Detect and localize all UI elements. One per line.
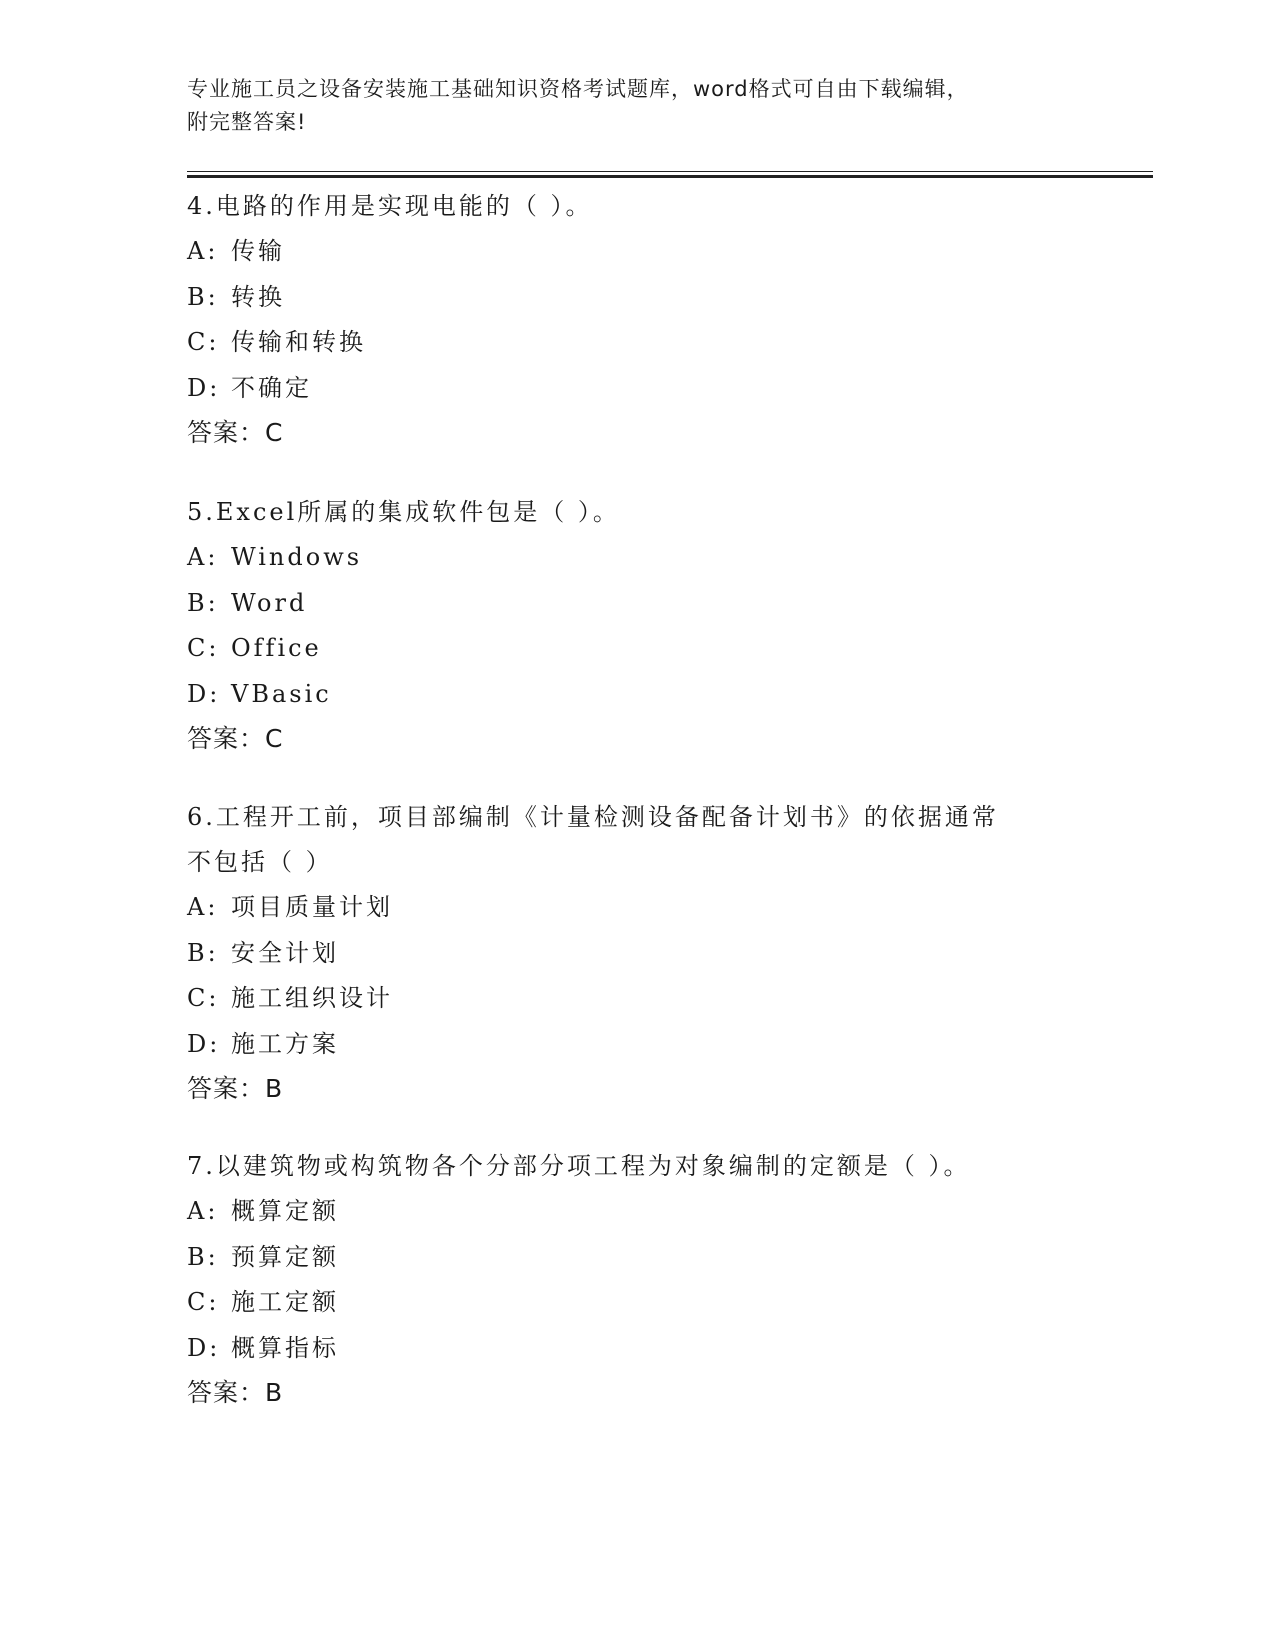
option-a — [187, 535, 1107, 581]
option-letter: B: — [187, 1242, 219, 1271]
option-b — [187, 931, 1107, 977]
option-c — [187, 320, 1107, 366]
question-stem: 6.工程开工前，项目部编制《计量检测设备配备计划书》的依据通常 — [187, 803, 999, 831]
header-divider-thick — [187, 175, 1153, 178]
answer: 答案：B — [187, 1074, 284, 1103]
answer: 答案：B — [187, 1378, 284, 1407]
option-letter: D: — [187, 373, 221, 402]
option-d — [187, 672, 1107, 718]
option-letter: D: — [187, 1029, 221, 1058]
question-7 — [187, 1144, 1107, 1415]
option-letter: C: — [187, 328, 220, 356]
option-letter: D: — [187, 679, 221, 708]
option-b — [187, 581, 1107, 627]
question-5 — [187, 490, 1107, 761]
option-letter: A: — [187, 543, 219, 571]
option-d — [187, 366, 1107, 412]
option-text: 项目质量计划 — [231, 893, 393, 921]
option-text: Word — [231, 588, 308, 617]
option-text: 预算定额 — [231, 1242, 339, 1271]
option-letter: A: — [187, 893, 219, 921]
option-text: Office — [231, 634, 322, 662]
option-letter: B: — [187, 588, 219, 617]
option-text: 传输和转换 — [231, 328, 366, 356]
option-a — [187, 229, 1107, 275]
option-a — [187, 1189, 1107, 1235]
answer: 答案：C — [187, 724, 284, 753]
option-text: VBasic — [231, 679, 332, 708]
option-b — [187, 1235, 1107, 1281]
option-c — [187, 976, 1107, 1022]
option-text: 施工组织设计 — [231, 984, 393, 1012]
header-divider-thin — [187, 171, 1153, 172]
option-text: Windows — [231, 543, 363, 571]
option-a — [187, 885, 1107, 931]
document-header — [187, 73, 1067, 139]
option-text: 安全计划 — [231, 938, 339, 967]
option-letter: A: — [187, 1197, 219, 1225]
question-6 — [187, 795, 1107, 1111]
option-text: 概算定额 — [231, 1197, 339, 1225]
option-letter: C: — [187, 634, 220, 662]
option-d — [187, 1022, 1107, 1068]
option-text: 概算指标 — [231, 1333, 339, 1362]
option-letter: B: — [187, 282, 219, 311]
option-letter: C: — [187, 1288, 220, 1316]
option-d — [187, 1326, 1107, 1372]
option-text: 施工方案 — [231, 1029, 339, 1058]
option-c — [187, 626, 1107, 672]
header-line-2: 附完整答案! — [187, 110, 307, 134]
option-letter: C: — [187, 984, 220, 1012]
option-c — [187, 1280, 1107, 1326]
option-letter: B: — [187, 938, 219, 967]
option-b — [187, 275, 1107, 321]
option-letter: A: — [187, 237, 219, 265]
header-line-1: 专业施工员之设备安装施工基础知识资格考试题库，word格式可自由下载编辑， — [187, 77, 969, 101]
option-text: 传输 — [231, 237, 285, 265]
answer: 答案：C — [187, 418, 284, 447]
option-text: 转换 — [231, 282, 285, 311]
option-text: 施工定额 — [231, 1288, 339, 1316]
question-4 — [187, 184, 1107, 455]
question-stem-continued: 不包括（ ） — [187, 848, 333, 876]
question-stem: 7.以建筑物或构筑物各个分部分项工程为对象编制的定额是（ ）。 — [187, 1152, 971, 1180]
option-letter: D: — [187, 1333, 221, 1362]
option-text: 不确定 — [231, 373, 312, 402]
question-stem: 4.电路的作用是实现电能的（ ）。 — [187, 192, 593, 220]
question-stem: 5.Excel所属的集成软件包是（ ）。 — [187, 498, 620, 526]
